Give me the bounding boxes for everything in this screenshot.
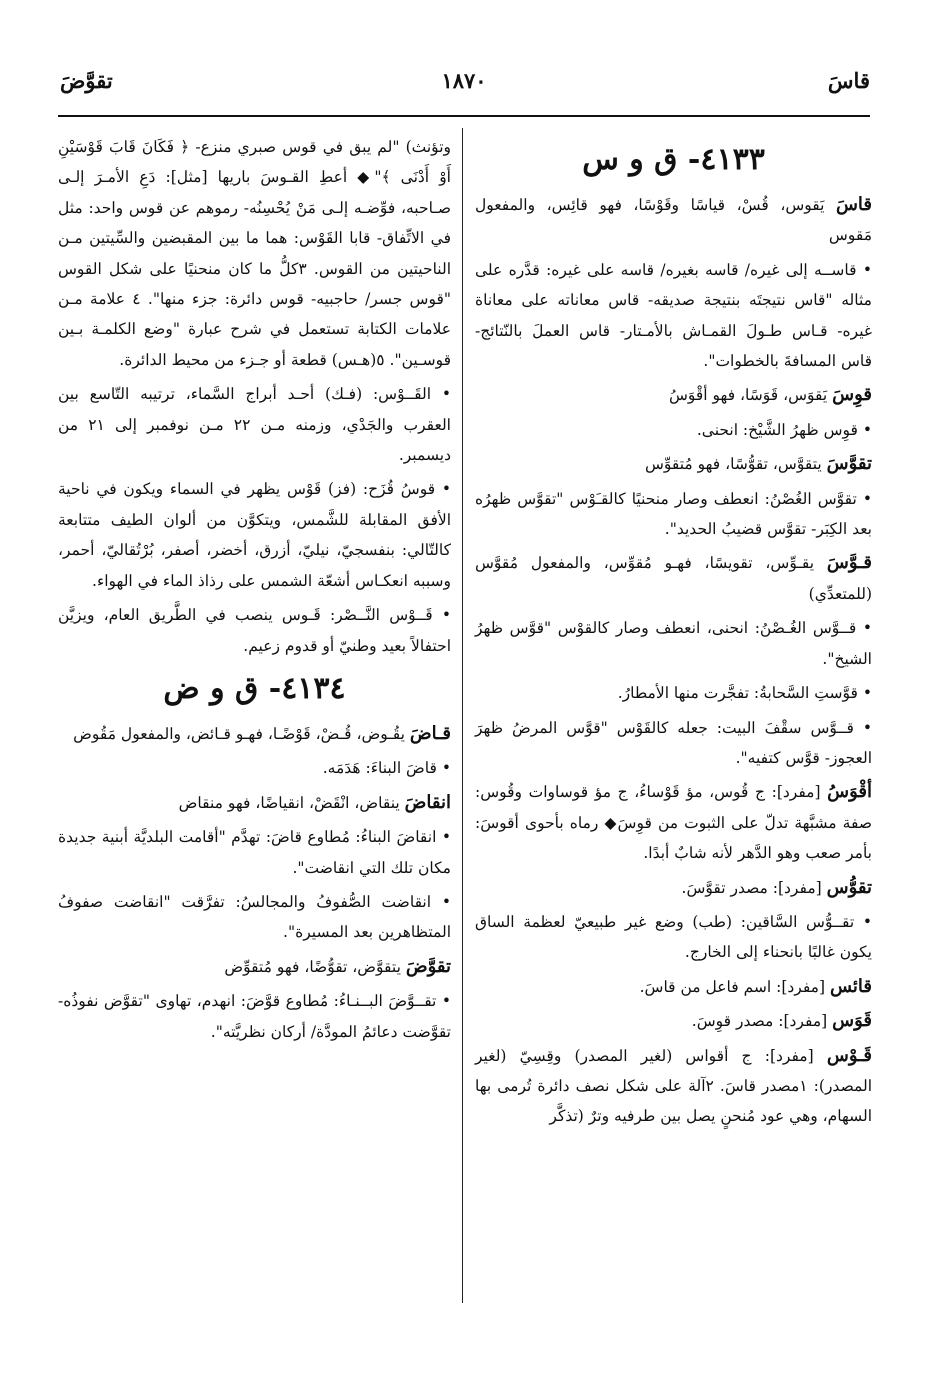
- dictionary-entry: [58, 788, 451, 818]
- section-title: ٤١٣٣- ق و س: [582, 142, 765, 177]
- entry-headword: أقْوَسُ: [827, 781, 872, 803]
- dictionary-entry: [58, 719, 451, 749]
- dictionary-entry: [475, 1041, 872, 1132]
- entry-headword: انقاضَ: [404, 791, 451, 813]
- entry-forms: [مفرد]: اسم فاعل من قاسَ.: [639, 977, 830, 996]
- definition-paragraph: • قوسُ قُزَح: (فز) قَوْس يظهر في السماء ويكون في ناحية الأفق المقابلة للشَّمس، ويتكوَّن من ألوان الطيف متتابعة كالتّالي: بنفسجيّ، نيليّ، أزرق، أخضر، أصفر، بُرْتُقاليّ، أحمر، وسببه انعكـاس أشعّة الشمس على رذاذ الماء في الهواء.: [58, 480, 451, 590]
- column-divider: [462, 128, 463, 1303]
- entry-headword: قَوَس: [832, 1010, 872, 1032]
- entry-forms: [مفرد]: ج أقواس (لغير المصدر) وقِسِيّ (لغير المصدر): ١مصدر قاسَ. ٢آلة على شكل نصف دائرة تُرمى بها السهام، وهي عود مُنحنٍ يصل بين طرفيه وترٌ (تذكَّر: [475, 1046, 872, 1126]
- definition-paragraph: وتؤنث) "لم يبق في قوس صبري منزع- ﴿ فَكَانَ قَابَ قَوْسَيْنِ أَوْ أَدْنَى ﴾"◆ أعطِ القـوسَ باريها [مثل]: دَعِ الأمـرَ إلـى صـاحبه، فوِّضـه إلـى مَنْ يُحْسِنُه- رموهم عن قوس واحد: مثل في الاتِّفاق- قابا القَوْس: هما ما بين المقبضين والسِّيتين مـن الناحيتين من القوس. ٣كلُّ ما كان منحنيًا على شكل القوس "قوس جسر/ حاجبيه- قوس دائرة: جزء منها". ٤ علامة مـن علامات الكتابة تستعمل في شرح عبارة "وضع الكلمـة بـين قوسـين". ٥(هـس) قطعة أو جـزء من محيط الدائرة.: [58, 138, 452, 369]
- page-header: [58, 62, 870, 108]
- entry-forms: يَقوَس، قَوَسًا، فهو أقْوَسُ: [668, 386, 833, 405]
- definition-paragraph: • قاســه إلى غيره/ قاسه بغيره/ قاسه على غيره: قدَّره على مثاله "قاس نتيجتَه بنتيجة صديقه- قاس معاناته على معاناة غيره- قـاس طـولَ القمـاش بالأمـتار- قاس العملَ بالنّتائج- قاس المسافةَ بالخطوات".: [475, 260, 872, 371]
- definition-paragraph: • تقوَّس الغُصْنُ: انعطف وصار منحنيًا كالقـَوْس "تقوَّس ظهرُه بعد الكِبَر- تقوَّس قضيبُ الحديد".: [475, 489, 872, 539]
- entry-forms: يَقوس، قُسْ، قياسًا وقَوْسًا، فهو قائِس، والمفعول مَقوس: [475, 196, 872, 245]
- dictionary-entry: [475, 1006, 872, 1036]
- entry-headword: تقوُّس: [826, 876, 872, 898]
- definition-paragraph: • قــوَّس سقْفَ البيت: جعله كالقَوْس "قوَّس المرضُ ظهرَ العجوز- قوَّس كتفيه".: [475, 718, 872, 767]
- definition-paragraph: • انقاضَ البناءُ: مُطاوع قاضَ: تهدَّم "أقامت البلديَّة أبنية جديدة مكان تلك التي انقاضت".: [58, 828, 451, 877]
- entry-forms: [مفرد]: مصدر قوِسَ.: [691, 1012, 833, 1031]
- entry-headword: قـاضَ: [409, 722, 451, 744]
- definition-paragraph: • قَــوْس النَّــصْر: قَـوس ينصب في الطَّريق العام، ويزيَّن احتفالاً بعيد وطنيّ أو قدوم زعيم.: [58, 606, 451, 655]
- entry-forms: يتقوَّس، تقوُّسًا، فهو مُتقوِّس: [644, 455, 827, 474]
- entry-headword: قـوَّسَ: [826, 552, 872, 574]
- definition-paragraph: • تقــوُّس السَّاقين: (طب) وضع غير طبيعيّ لعظمة الساق يكون غالبًا بانحناء إلى الخارج.: [475, 912, 872, 962]
- entry-forms: يقـوِّس، تقويسًا، فهـو مُقوِّس، والمفعول مُقوَّس (للمتعدِّي): [475, 554, 872, 603]
- definition-paragraph: • القَــوْس: (فـك) أحـد أبراج السَّماء، ترتيبه التّاسع بين العقرب والجَدْي، وزمنه مـن ٢٢ مـن نوفمبر إلى ٢١ من ديسمبر.: [58, 385, 451, 465]
- dictionary-entry: [475, 190, 872, 251]
- definition-paragraph: • قوِس ظهرُ الشَّيْخ: انحنى.: [696, 420, 872, 439]
- entry-headword: قَـوْس: [826, 1044, 872, 1066]
- header-last-word: تقوَّضَ: [60, 68, 113, 93]
- dictionary-entry: [475, 380, 872, 410]
- definition-paragraph: • قاضَ البناءَ: هَدَمَه.: [322, 759, 451, 778]
- definition-paragraph: • قوَّستِ السَّحابةُ: تفجَّرت منها الأمطارُ.: [617, 684, 872, 703]
- section-title: ٤١٣٤- ق و ض: [163, 670, 346, 706]
- entry-forms: [مفرد]: مصدر تقوَّسَ.: [681, 878, 827, 897]
- definition-paragraph: • انقاضت الصُّفوفُ والمجالسُ: تفرَّقت "انقاضت صفوفُ المتظاهرين بعد المسيرة".: [58, 892, 451, 942]
- entry-headword: قائس: [829, 975, 872, 997]
- entry-headword: قاسَ: [835, 194, 872, 215]
- entry-headword: قوِسَ: [832, 384, 872, 406]
- dictionary-entry: [475, 548, 872, 609]
- dictionary-entry: [475, 777, 872, 868]
- entry-forms: يتقوَّض، تقوُّضًا، فهو مُتقوِّض: [224, 957, 406, 976]
- left-column: [58, 132, 451, 1051]
- header-rule: [58, 115, 870, 117]
- dictionary-entry: [475, 972, 872, 1002]
- right-column: [475, 132, 872, 1136]
- entry-headword: تقوَّسَ: [826, 453, 872, 475]
- definition-paragraph: • قــوَّس الغُـصْنُ: انحنى، انعطف وصار كالقوْس "قوَّس ظهرُ الشيخ".: [475, 619, 872, 668]
- entry-headword: تقوَّضَ: [405, 955, 451, 977]
- dictionary-entry: [58, 952, 451, 982]
- dictionary-entry: [475, 449, 872, 479]
- header-first-word: قاسَ: [827, 68, 870, 93]
- entry-forms: [مفرد]: ج قُوس، مؤ قَوْساءُ، ج مؤ قوساوات وقُوس: صفة مشبَّهة تدلّ على الثبوت من قوِسَ◆ رماه بأحوى أقوسَ: بأمر صعب وهو الدَّهر لأنه شابٌ أبدًا.: [475, 783, 872, 863]
- dictionary-entry: [475, 873, 872, 903]
- entry-forms: يقُـوض، قُـضْ، قَوْضًـا، فهـو قـائض، والمفعول مَقُوض: [73, 724, 410, 743]
- definition-paragraph: • تقــوَّضَ البــنـاءُ: مُطاوع قوَّضَ: انهدم، تهاوى "تقوَّض نفوذُه- تقوَّضت دعائمُ المودَّة/ أركان نظريَّته".: [58, 992, 451, 1041]
- entry-forms: ينقاض، انْقَضْ، انقياضًا، فهو منقاض: [178, 793, 405, 812]
- page-number: ١٨٧٠: [441, 68, 487, 93]
